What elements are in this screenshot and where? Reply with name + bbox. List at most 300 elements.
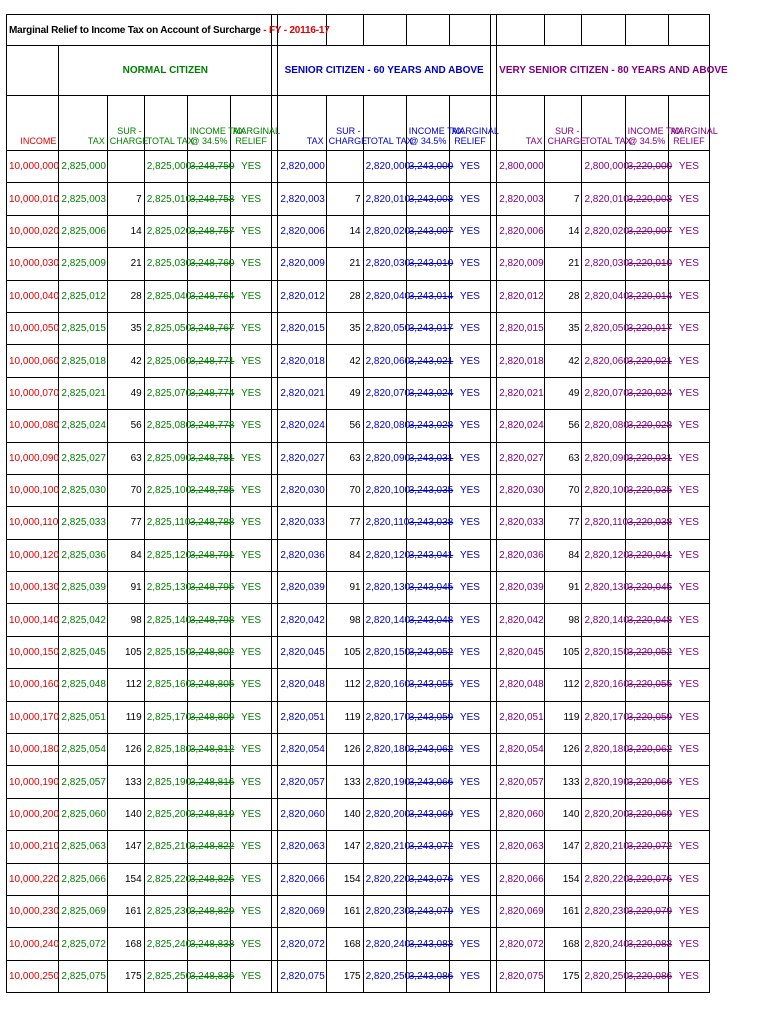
table-row: [7, 183, 710, 215]
tax-cell: 2,820,045: [497, 636, 545, 668]
surcharge-cell: 168: [107, 928, 144, 960]
total-tax-cell: 2,825,140: [144, 604, 187, 636]
tax-cell: 2,820,075: [278, 960, 326, 992]
marginal-relief-cell: YES: [449, 312, 490, 344]
tax-cell: 2,825,033: [59, 507, 107, 539]
income-tax-cell: 3,243,045: [406, 572, 449, 604]
tax-cell: 2,825,072: [59, 928, 107, 960]
col-header-marginal-relief-normal-line: MARGINAL: [233, 126, 281, 136]
marginal-relief-cell: YES: [449, 442, 490, 474]
marginal-relief-cell: YES: [449, 798, 490, 830]
empty-cell: [668, 15, 709, 46]
tax-cell: 2,820,045: [278, 636, 326, 668]
total-tax-cell: 2,825,060: [144, 345, 187, 377]
income-cell: 10,000,080: [7, 410, 59, 442]
income-tax-cell: 3,243,014: [406, 280, 449, 312]
total-tax-cell: 2,820,030: [582, 248, 625, 280]
surcharge-cell: 133: [326, 766, 363, 798]
marginal-relief-cell: YES: [449, 248, 490, 280]
col-header-tax-very-senior: TAX: [497, 96, 545, 151]
surcharge-cell: 154: [326, 863, 363, 895]
income-tax-cell: 3,220,003: [625, 183, 668, 215]
income-cell: 10,000,100: [7, 474, 59, 506]
table-row: [7, 895, 710, 927]
table-row: [7, 863, 710, 895]
tax-cell: 2,820,018: [278, 345, 326, 377]
total-tax-cell: 2,825,020: [144, 215, 187, 247]
total-tax-cell: 2,820,170: [363, 701, 406, 733]
income-cell: 10,000,180: [7, 734, 59, 766]
surcharge-cell: 147: [326, 831, 363, 863]
income-tax-cell: 3,248,819: [187, 798, 230, 830]
income-tax-cell: 3,243,062: [406, 734, 449, 766]
tax-cell: 2,820,072: [497, 928, 545, 960]
tax-cell: 2,820,042: [497, 604, 545, 636]
group-header-row: [7, 46, 710, 96]
marginal-relief-cell: YES: [449, 215, 490, 247]
total-tax-cell: 2,820,120: [582, 539, 625, 571]
table-row: [7, 345, 710, 377]
total-tax-cell: 2,820,190: [582, 766, 625, 798]
total-tax-cell: 2,825,250: [144, 960, 187, 992]
income-tax-cell: 3,220,000: [625, 151, 668, 183]
marginal-relief-cell: YES: [668, 895, 709, 927]
income-tax-cell: 3,243,066: [406, 766, 449, 798]
surcharge-cell: 175: [326, 960, 363, 992]
col-header-income-tax-senior-line: INCOME TAX: [408, 126, 464, 136]
income-tax-cell: 3,248,771: [187, 345, 230, 377]
col-header-marginal-relief-very-senior: [668, 96, 718, 151]
tax-cell: 2,820,015: [278, 312, 326, 344]
income-tax-cell: 3,243,000: [406, 151, 449, 183]
surcharge-cell: 56: [326, 410, 363, 442]
income-tax-cell: 3,248,753: [187, 183, 230, 215]
income-cell: 10,000,060: [7, 345, 59, 377]
total-tax-cell: 2,820,000: [363, 151, 406, 183]
surcharge-cell: 84: [545, 539, 582, 571]
marginal-relief-cell: YES: [231, 669, 272, 701]
tax-cell: 2,820,024: [278, 410, 326, 442]
tax-cell: 2,825,060: [59, 798, 107, 830]
col-header-income-tax-normal-line: INCOME TAX: [189, 126, 246, 136]
marginal-relief-cell: YES: [231, 831, 272, 863]
surcharge-cell: 49: [107, 377, 144, 409]
marginal-relief-cell: YES: [668, 604, 709, 636]
tax-cell: 2,825,030: [59, 474, 107, 506]
surcharge-cell: 7: [545, 183, 582, 215]
total-tax-cell: 2,820,230: [582, 895, 625, 927]
surcharge-cell: 28: [326, 280, 363, 312]
marginal-relief-cell: YES: [231, 215, 272, 247]
tax-cell: 2,825,057: [59, 766, 107, 798]
surcharge-cell: 140: [326, 798, 363, 830]
total-tax-cell: 2,820,050: [363, 312, 406, 344]
surcharge-cell: 56: [107, 410, 144, 442]
marginal-relief-cell: YES: [231, 960, 272, 992]
col-header-income-tax-very-senior-line: @ 34.5%: [628, 136, 666, 146]
marginal-relief-cell: YES: [231, 572, 272, 604]
marginal-relief-cell: YES: [449, 895, 490, 927]
marginal-relief-cell: YES: [449, 507, 490, 539]
surcharge-cell: 63: [326, 442, 363, 474]
income-tax-cell: 3,220,038: [625, 507, 668, 539]
income-tax-cell: 3,220,041: [625, 539, 668, 571]
income-tax-cell: 3,248,788: [187, 507, 230, 539]
tax-cell: 2,820,066: [497, 863, 545, 895]
income-cell: 10,000,040: [7, 280, 59, 312]
marginal-relief-cell: YES: [668, 442, 709, 474]
income-cell: 10,000,020: [7, 215, 59, 247]
income-tax-cell: 3,243,021: [406, 345, 449, 377]
tax-cell: 2,825,036: [59, 539, 107, 571]
income-cell: 10,000,160: [7, 669, 59, 701]
tax-cell: 2,820,036: [497, 539, 545, 571]
income-tax-cell: 3,243,055: [406, 669, 449, 701]
marginal-relief-cell: YES: [231, 442, 272, 474]
surcharge-cell: 147: [107, 831, 144, 863]
total-tax-cell: 2,820,060: [582, 345, 625, 377]
col-header-income: INCOME: [7, 96, 59, 151]
income-tax-cell: 3,248,781: [187, 442, 230, 474]
marginal-relief-cell: YES: [449, 863, 490, 895]
table-row: [7, 572, 710, 604]
empty-cell: [406, 15, 449, 46]
marginal-relief-cell: YES: [449, 734, 490, 766]
marginal-relief-cell: YES: [231, 345, 272, 377]
surcharge-cell: 161: [107, 895, 144, 927]
total-tax-cell: 2,820,140: [363, 604, 406, 636]
surcharge-cell: 105: [107, 636, 144, 668]
marginal-relief-cell: YES: [231, 798, 272, 830]
total-tax-cell: 2,825,040: [144, 280, 187, 312]
marginal-relief-cell: YES: [449, 410, 490, 442]
total-tax-cell: 2,820,040: [363, 280, 406, 312]
marginal-relief-cell: YES: [231, 507, 272, 539]
income-cell: 10,000,090: [7, 442, 59, 474]
marginal-relief-cell: YES: [231, 863, 272, 895]
tax-cell: 2,820,069: [278, 895, 326, 927]
surcharge-cell: 119: [545, 701, 582, 733]
marginal-relief-cell: YES: [449, 701, 490, 733]
tax-cell: 2,820,021: [497, 377, 545, 409]
total-tax-cell: 2,820,020: [363, 215, 406, 247]
marginal-relief-cell: YES: [449, 766, 490, 798]
col-header-tax-normal: TAX: [59, 96, 107, 151]
tax-cell: 2,800,000: [497, 151, 545, 183]
marginal-relief-cell: YES: [231, 636, 272, 668]
table-row: [7, 377, 710, 409]
col-header-marginal-relief-very-senior-line: RELIEF: [673, 136, 705, 146]
tax-cell: 2,820,003: [497, 183, 545, 215]
total-tax-cell: 2,825,190: [144, 766, 187, 798]
tax-cell: 2,825,009: [59, 248, 107, 280]
surcharge-cell: 91: [107, 572, 144, 604]
marginal-relief-cell: YES: [668, 183, 709, 215]
total-tax-cell: 2,820,010: [363, 183, 406, 215]
total-tax-cell: 2,825,090: [144, 442, 187, 474]
marginal-relief-cell: YES: [668, 701, 709, 733]
marginal-relief-cell: YES: [668, 312, 709, 344]
tax-cell: 2,825,042: [59, 604, 107, 636]
marginal-relief-cell: YES: [668, 798, 709, 830]
surcharge-cell: 56: [545, 410, 582, 442]
surcharge-cell: 119: [326, 701, 363, 733]
surcharge-cell: 105: [545, 636, 582, 668]
col-header-marginal-relief-normal-line: RELIEF: [235, 136, 267, 146]
surcharge-cell: 35: [107, 312, 144, 344]
total-tax-cell: 2,820,070: [363, 377, 406, 409]
marginal-relief-cell: YES: [449, 960, 490, 992]
marginal-relief-cell: YES: [449, 669, 490, 701]
total-tax-cell: 2,825,180: [144, 734, 187, 766]
col-header-income-tax-senior: [406, 96, 464, 151]
tax-cell: 2,820,006: [278, 215, 326, 247]
surcharge-cell: 112: [326, 669, 363, 701]
tax-cell: 2,820,066: [278, 863, 326, 895]
marginal-relief-cell: YES: [231, 183, 272, 215]
surcharge-cell: 175: [545, 960, 582, 992]
income-tax-cell: 3,248,750: [187, 151, 230, 183]
total-tax-cell: 2,825,100: [144, 474, 187, 506]
tax-cell: 2,820,030: [278, 474, 326, 506]
total-tax-cell: 2,825,120: [144, 539, 187, 571]
marginal-relief-cell: YES: [231, 701, 272, 733]
total-tax-cell: 2,820,100: [582, 474, 625, 506]
total-tax-cell: 2,825,240: [144, 928, 187, 960]
total-tax-cell: 2,825,050: [144, 312, 187, 344]
marginal-relief-table: [6, 14, 728, 993]
income-tax-cell: 3,220,017: [625, 312, 668, 344]
income-tax-cell: 3,220,045: [625, 572, 668, 604]
total-tax-cell: 2,820,240: [363, 928, 406, 960]
surcharge-cell: 49: [326, 377, 363, 409]
total-tax-cell: 2,820,180: [582, 734, 625, 766]
surcharge-cell: 91: [326, 572, 363, 604]
marginal-relief-cell: YES: [231, 604, 272, 636]
surcharge-cell: 154: [107, 863, 144, 895]
income-cell: 10,000,070: [7, 377, 59, 409]
col-header-marginal-relief-senior-line: RELIEF: [454, 136, 486, 146]
income-tax-cell: 3,248,767: [187, 312, 230, 344]
table-row: [7, 410, 710, 442]
tax-cell: 2,820,012: [497, 280, 545, 312]
col-header-income-tax-senior-line: @ 34.5%: [409, 136, 447, 146]
income-tax-cell: 3,248,791: [187, 539, 230, 571]
marginal-relief-cell: YES: [231, 766, 272, 798]
table-row: [7, 442, 710, 474]
surcharge-cell: 84: [107, 539, 144, 571]
tax-cell: 2,820,063: [278, 831, 326, 863]
tax-cell: 2,825,075: [59, 960, 107, 992]
income-tax-cell: 3,243,028: [406, 410, 449, 442]
table-row: [7, 960, 710, 992]
total-tax-cell: 2,820,080: [363, 410, 406, 442]
tax-cell: 2,820,012: [278, 280, 326, 312]
income-tax-cell: 3,220,031: [625, 442, 668, 474]
surcharge-cell: [545, 151, 582, 183]
marginal-relief-cell: YES: [449, 928, 490, 960]
tax-cell: 2,820,072: [278, 928, 326, 960]
tax-cell: 2,820,054: [278, 734, 326, 766]
tax-cell: 2,825,048: [59, 669, 107, 701]
marginal-relief-cell: YES: [668, 636, 709, 668]
marginal-relief-cell: YES: [668, 474, 709, 506]
surcharge-cell: 14: [545, 215, 582, 247]
marginal-relief-cell: YES: [668, 572, 709, 604]
income-tax-cell: 3,248,833: [187, 928, 230, 960]
income-cell: 10,000,240: [7, 928, 59, 960]
surcharge-cell: 147: [545, 831, 582, 863]
surcharge-cell: 154: [545, 863, 582, 895]
income-tax-cell: 3,248,805: [187, 669, 230, 701]
income-cell: 10,000,110: [7, 507, 59, 539]
table-row: [7, 928, 710, 960]
total-tax-cell: 2,825,030: [144, 248, 187, 280]
income-cell: 10,000,170: [7, 701, 59, 733]
total-tax-cell: 2,820,250: [363, 960, 406, 992]
tax-cell: 2,820,042: [278, 604, 326, 636]
total-tax-cell: 2,820,220: [363, 863, 406, 895]
income-tax-cell: 3,248,778: [187, 410, 230, 442]
tax-cell: 2,825,012: [59, 280, 107, 312]
income-tax-cell: 3,220,028: [625, 410, 668, 442]
surcharge-cell: 28: [545, 280, 582, 312]
marginal-relief-cell: YES: [668, 766, 709, 798]
marginal-relief-cell: YES: [449, 604, 490, 636]
income-cell: 10,000,140: [7, 604, 59, 636]
marginal-relief-cell: YES: [449, 831, 490, 863]
tax-cell: 2,820,018: [497, 345, 545, 377]
marginal-relief-cell: YES: [668, 734, 709, 766]
total-tax-cell: 2,820,100: [363, 474, 406, 506]
total-tax-cell: 2,825,000: [144, 151, 187, 183]
income-tax-cell: 3,248,829: [187, 895, 230, 927]
income-tax-cell: 3,220,059: [625, 701, 668, 733]
table-row: [7, 766, 710, 798]
surcharge-cell: 161: [326, 895, 363, 927]
total-tax-cell: 2,820,020: [582, 215, 625, 247]
total-tax-cell: 2,820,110: [582, 507, 625, 539]
col-header-marginal-relief-senior: [449, 96, 499, 151]
marginal-relief-cell: YES: [668, 960, 709, 992]
tax-cell: 2,825,006: [59, 215, 107, 247]
col-header-income-tax-very-senior: [625, 96, 683, 151]
sheet-title: [7, 15, 330, 46]
total-tax-cell: 2,820,220: [582, 863, 625, 895]
surcharge-cell: 35: [326, 312, 363, 344]
surcharge-cell: 63: [545, 442, 582, 474]
total-tax-cell: 2,800,000: [582, 151, 625, 183]
group-senior-citizen: SENIOR CITIZEN - 60 YEARS AND ABOVE: [278, 46, 491, 96]
tax-cell: 2,820,069: [497, 895, 545, 927]
income-tax-cell: 3,248,764: [187, 280, 230, 312]
tax-cell: 2,825,069: [59, 895, 107, 927]
marginal-relief-cell: YES: [231, 410, 272, 442]
income-cell: 10,000,210: [7, 831, 59, 863]
total-tax-cell: 2,820,200: [363, 798, 406, 830]
col-header-surcharge-senior-line: SUR -: [336, 126, 361, 136]
surcharge-cell: 7: [326, 183, 363, 215]
total-tax-cell: 2,825,200: [144, 798, 187, 830]
surcharge-cell: 35: [545, 312, 582, 344]
col-header-total-tax-very-senior: TOTAL TAX: [582, 96, 625, 151]
income-tax-cell: 3,220,083: [625, 928, 668, 960]
income-tax-cell: 3,243,024: [406, 377, 449, 409]
total-tax-cell: 2,825,070: [144, 377, 187, 409]
empty-cell: [625, 15, 668, 46]
surcharge-cell: [107, 151, 144, 183]
surcharge-cell: 168: [545, 928, 582, 960]
empty-cell: [449, 15, 490, 46]
surcharge-cell: 21: [545, 248, 582, 280]
total-tax-cell: 2,820,130: [582, 572, 625, 604]
total-tax-cell: 2,820,130: [363, 572, 406, 604]
marginal-relief-cell: YES: [231, 734, 272, 766]
surcharge-cell: 84: [326, 539, 363, 571]
total-tax-cell: 2,825,130: [144, 572, 187, 604]
income-tax-cell: 3,220,086: [625, 960, 668, 992]
title-fy: - FY - 20116-17: [260, 24, 330, 36]
income-tax-cell: 3,220,035: [625, 474, 668, 506]
total-tax-cell: 2,825,110: [144, 507, 187, 539]
tax-cell: 2,820,033: [278, 507, 326, 539]
surcharge-cell: 140: [545, 798, 582, 830]
title-row: [7, 15, 710, 46]
tax-cell: 2,825,021: [59, 377, 107, 409]
income-tax-cell: 3,243,076: [406, 863, 449, 895]
income-tax-cell: 3,248,816: [187, 766, 230, 798]
income-tax-cell: 3,248,826: [187, 863, 230, 895]
empty-cell: [7, 46, 59, 96]
total-tax-cell: 2,820,030: [363, 248, 406, 280]
income-tax-cell: 3,220,021: [625, 345, 668, 377]
marginal-relief-cell: YES: [668, 280, 709, 312]
total-tax-cell: 2,820,050: [582, 312, 625, 344]
tax-cell: 2,825,066: [59, 863, 107, 895]
total-tax-cell: 2,820,210: [582, 831, 625, 863]
income-tax-cell: 3,248,760: [187, 248, 230, 280]
marginal-relief-cell: YES: [668, 345, 709, 377]
income-tax-cell: 3,248,836: [187, 960, 230, 992]
total-tax-cell: 2,820,250: [582, 960, 625, 992]
total-tax-cell: 2,820,120: [363, 539, 406, 571]
tax-cell: 2,820,036: [278, 539, 326, 571]
table-row: [7, 636, 710, 668]
income-tax-cell: 3,220,066: [625, 766, 668, 798]
income-tax-cell: 3,220,076: [625, 863, 668, 895]
surcharge-cell: 140: [107, 798, 144, 830]
col-header-income-tax-normal-line: @ 34.5%: [190, 136, 228, 146]
income-tax-cell: 3,220,069: [625, 798, 668, 830]
marginal-relief-cell: YES: [449, 572, 490, 604]
table-row: [7, 701, 710, 733]
empty-cell: [363, 15, 406, 46]
income-tax-cell: 3,220,010: [625, 248, 668, 280]
total-tax-cell: 2,820,080: [582, 410, 625, 442]
table-row: [7, 507, 710, 539]
total-tax-cell: 2,820,090: [363, 442, 406, 474]
empty-cell: [326, 15, 363, 46]
surcharge-cell: 42: [326, 345, 363, 377]
surcharge-cell: 105: [326, 636, 363, 668]
surcharge-cell: 126: [545, 734, 582, 766]
total-tax-cell: 2,820,010: [582, 183, 625, 215]
marginal-relief-cell: YES: [668, 831, 709, 863]
total-tax-cell: 2,820,160: [363, 669, 406, 701]
total-tax-cell: 2,825,010: [144, 183, 187, 215]
marginal-relief-cell: YES: [231, 928, 272, 960]
income-tax-cell: 3,248,812: [187, 734, 230, 766]
